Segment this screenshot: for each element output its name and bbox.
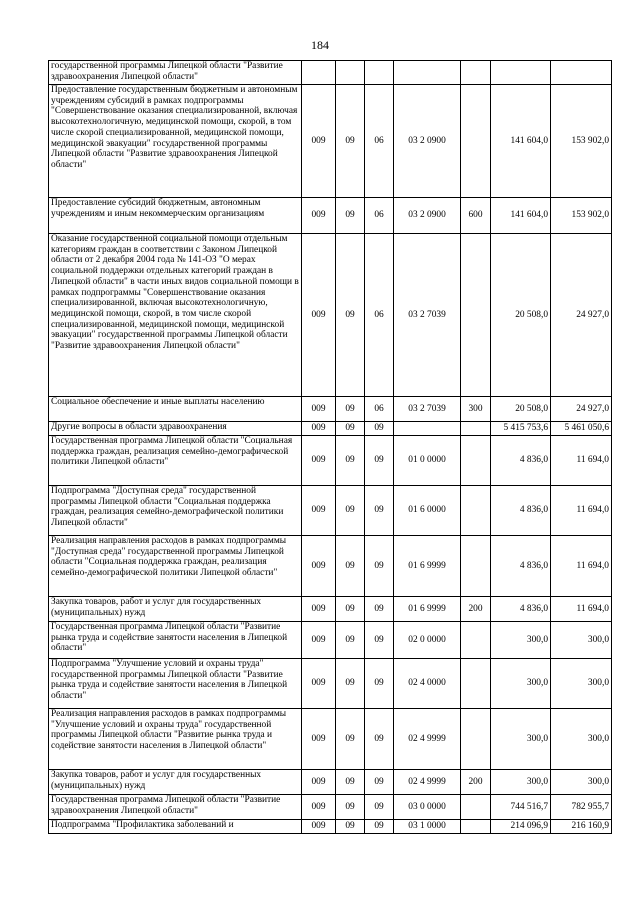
section-code: 09 <box>336 536 365 597</box>
amount-year-2: 153 902,0 <box>551 198 612 234</box>
table-row <box>49 770 612 795</box>
expense-type-code <box>461 709 491 770</box>
target-code: 03 2 0900 <box>394 198 461 234</box>
table-row <box>49 397 612 422</box>
expense-type-code <box>461 436 491 486</box>
expense-type-code: 200 <box>461 770 491 795</box>
amount-year-2: 300,0 <box>551 770 612 795</box>
amount-year-2: 153 902,0 <box>551 85 612 198</box>
amount-year-1: 5 415 753,6 <box>491 422 551 436</box>
target-code <box>394 61 461 85</box>
subsection-code: 06 <box>365 397 394 422</box>
subsection-code: 06 <box>365 198 394 234</box>
subsection-code: 09 <box>365 795 394 820</box>
row-name: Реализация направления расходов в рамках подпрограммы "Доступная среда" государственной программы Липецкой области "Социальная поддержка граждан, реализация семейно-демографической политики Липецкой области" <box>49 536 302 597</box>
amount-year-2: 300,0 <box>551 709 612 770</box>
admin-code <box>302 61 336 85</box>
section-code: 09 <box>336 397 365 422</box>
admin-code: 009 <box>302 659 336 709</box>
table-row <box>49 422 612 436</box>
table-row <box>49 85 612 198</box>
amount-year-2: 11 694,0 <box>551 597 612 622</box>
row-name: Реализация направления расходов в рамках подпрограммы "Улучшение условий и охраны труда" государственной программы Липецкой области "Развитие рынка труда и содействие занятости населения в Липецкой области" <box>49 709 302 770</box>
admin-code: 009 <box>302 709 336 770</box>
amount-year-1: 744 516,7 <box>491 795 551 820</box>
subsection-code: 09 <box>365 436 394 486</box>
row-name: Закупка товаров, работ и услуг для государственных (муниципальных) нужд <box>49 597 302 622</box>
table-row <box>49 795 612 820</box>
row-name: Предоставление субсидий бюджетным, автономным учреждениям и иным некоммерческим организациям <box>49 198 302 234</box>
amount-year-2: 216 160,9 <box>551 820 612 834</box>
admin-code: 009 <box>302 422 336 436</box>
table-row <box>49 536 612 597</box>
amount-year-1 <box>491 61 551 85</box>
target-code: 01 6 9999 <box>394 536 461 597</box>
expense-type-code <box>461 234 491 397</box>
admin-code: 009 <box>302 198 336 234</box>
row-name: государственной программы Липецкой области "Развитие здравоохранения Липецкой области" <box>49 61 302 85</box>
target-code: 03 0 0000 <box>394 795 461 820</box>
target-code <box>394 422 461 436</box>
section-code: 09 <box>336 622 365 659</box>
admin-code: 009 <box>302 795 336 820</box>
row-name: Государственная программа Липецкой области "Развитие рынка труда и содействие занятости населения в Липецкой области" <box>49 622 302 659</box>
row-name: Государственная программа Липецкой области "Социальная поддержка граждан, реализация семейно-демографической политики Липецкой области" <box>49 436 302 486</box>
table-row <box>49 234 612 397</box>
amount-year-1: 20 508,0 <box>491 397 551 422</box>
section-code: 09 <box>336 597 365 622</box>
subsection-code: 09 <box>365 709 394 770</box>
expense-type-code <box>461 795 491 820</box>
target-code: 02 4 0000 <box>394 659 461 709</box>
table-row <box>49 436 612 486</box>
section-code: 09 <box>336 795 365 820</box>
amount-year-1: 4 836,0 <box>491 436 551 486</box>
expense-type-code <box>461 422 491 436</box>
amount-year-1: 214 096,9 <box>491 820 551 834</box>
row-name: Подпрограмма "Доступная среда" государственной программы Липецкой области "Социальная поддержка граждан, реализация семейно-демографической политики Липецкой области" <box>49 486 302 536</box>
target-code: 03 2 7039 <box>394 397 461 422</box>
amount-year-2: 11 694,0 <box>551 536 612 597</box>
table-row <box>49 198 612 234</box>
expense-type-code: 200 <box>461 597 491 622</box>
admin-code: 009 <box>302 597 336 622</box>
expense-type-code <box>461 486 491 536</box>
expense-type-code <box>461 536 491 597</box>
table-row <box>49 597 612 622</box>
section-code <box>336 61 365 85</box>
admin-code: 009 <box>302 536 336 597</box>
target-code: 01 6 0000 <box>394 486 461 536</box>
amount-year-1: 141 604,0 <box>491 85 551 198</box>
section-code: 09 <box>336 422 365 436</box>
row-name: Социальное обеспечение и иные выплаты населению <box>49 397 302 422</box>
subsection-code: 09 <box>365 820 394 834</box>
row-name: Подпрограмма "Улучшение условий и охраны труда" государственной программы Липецкой области "Развитие рынка труда и содействие занятости населения в Липецкой области" <box>49 659 302 709</box>
section-code: 09 <box>336 436 365 486</box>
subsection-code: 09 <box>365 622 394 659</box>
section-code: 09 <box>336 486 365 536</box>
admin-code: 009 <box>302 234 336 397</box>
admin-code: 009 <box>302 397 336 422</box>
amount-year-2: 11 694,0 <box>551 486 612 536</box>
section-code: 09 <box>336 820 365 834</box>
expense-type-code <box>461 622 491 659</box>
target-code: 03 2 0900 <box>394 85 461 198</box>
amount-year-1: 141 604,0 <box>491 198 551 234</box>
subsection-code: 09 <box>365 597 394 622</box>
page-number: 184 <box>311 38 329 52</box>
target-code: 03 1 0000 <box>394 820 461 834</box>
target-code: 03 2 7039 <box>394 234 461 397</box>
row-name: Подпрограмма "Профилактика заболеваний и <box>49 820 302 834</box>
section-code: 09 <box>336 85 365 198</box>
target-code: 01 6 9999 <box>394 597 461 622</box>
section-code: 09 <box>336 234 365 397</box>
subsection-code <box>365 61 394 85</box>
amount-year-2: 300,0 <box>551 659 612 709</box>
amount-year-2: 300,0 <box>551 622 612 659</box>
budget-table <box>48 60 612 834</box>
section-code: 09 <box>336 659 365 709</box>
amount-year-2: 11 694,0 <box>551 436 612 486</box>
section-code: 09 <box>336 198 365 234</box>
row-name: Предоставление государственным бюджетным и автономным учреждениям субсидий в рамках подпрограммы "Совершенствование оказания специализированной, включая высокотехнологичную, медицинской помощи, скорой, в том числе скорой специализированной, медицинской помощи, медицинской эвакуации" государственной программы Липецкой области "Развитие здравоохранения Липецкой области" <box>49 85 302 198</box>
target-code: 01 0 0000 <box>394 436 461 486</box>
table-body <box>49 61 612 834</box>
row-name: Закупка товаров, работ и услуг для государственных (муниципальных) нужд <box>49 770 302 795</box>
row-name: Другие вопросы в области здравоохранения <box>49 422 302 436</box>
target-code: 02 0 0000 <box>394 622 461 659</box>
admin-code: 009 <box>302 436 336 486</box>
amount-year-2: 24 927,0 <box>551 397 612 422</box>
expense-type-code: 600 <box>461 198 491 234</box>
table-row <box>49 622 612 659</box>
admin-code: 009 <box>302 770 336 795</box>
subsection-code: 09 <box>365 659 394 709</box>
section-code: 09 <box>336 770 365 795</box>
amount-year-1: 4 836,0 <box>491 536 551 597</box>
table-row <box>49 820 612 834</box>
amount-year-1: 4 836,0 <box>491 486 551 536</box>
subsection-code: 09 <box>365 422 394 436</box>
amount-year-2 <box>551 61 612 85</box>
amount-year-1: 4 836,0 <box>491 597 551 622</box>
expense-type-code: 300 <box>461 397 491 422</box>
expense-type-code <box>461 85 491 198</box>
admin-code: 009 <box>302 85 336 198</box>
table-row <box>49 659 612 709</box>
amount-year-2: 5 461 050,6 <box>551 422 612 436</box>
admin-code: 009 <box>302 820 336 834</box>
expense-type-code <box>461 820 491 834</box>
row-name: Государственная программа Липецкой области "Развитие здравоохранения Липецкой области" <box>49 795 302 820</box>
subsection-code: 06 <box>365 234 394 397</box>
subsection-code: 09 <box>365 486 394 536</box>
subsection-code: 09 <box>365 770 394 795</box>
amount-year-1: 300,0 <box>491 622 551 659</box>
table-row <box>49 486 612 536</box>
amount-year-2: 24 927,0 <box>551 234 612 397</box>
row-name: Оказание государственной социальной помощи отдельным категориям граждан в соответствии с Законом Липецкой области от 2 декабря 2004 года № 141-ОЗ "О мерах социальной поддержки отдельных категорий граждан в Липецкой области" в части иных видов социальной помощи в рамках подпрограммы "Совершенствование оказания специализированной, включая высокотехнологичную, медицинской помощи, скорой, в том числе скорой специализированной, медицинской помощи, медицинской эвакуации" государственной программы Липецкой области "Развитие здравоохранения Липецкой области" <box>49 234 302 397</box>
expense-type-code <box>461 61 491 85</box>
table-row <box>49 709 612 770</box>
admin-code: 009 <box>302 622 336 659</box>
admin-code: 009 <box>302 486 336 536</box>
target-code: 02 4 9999 <box>394 709 461 770</box>
amount-year-2: 782 955,7 <box>551 795 612 820</box>
section-code: 09 <box>336 709 365 770</box>
subsection-code: 06 <box>365 85 394 198</box>
expense-type-code <box>461 659 491 709</box>
amount-year-1: 300,0 <box>491 770 551 795</box>
table-row <box>49 61 612 85</box>
subsection-code: 09 <box>365 536 394 597</box>
amount-year-1: 300,0 <box>491 709 551 770</box>
target-code: 02 4 9999 <box>394 770 461 795</box>
amount-year-1: 300,0 <box>491 659 551 709</box>
amount-year-1: 20 508,0 <box>491 234 551 397</box>
